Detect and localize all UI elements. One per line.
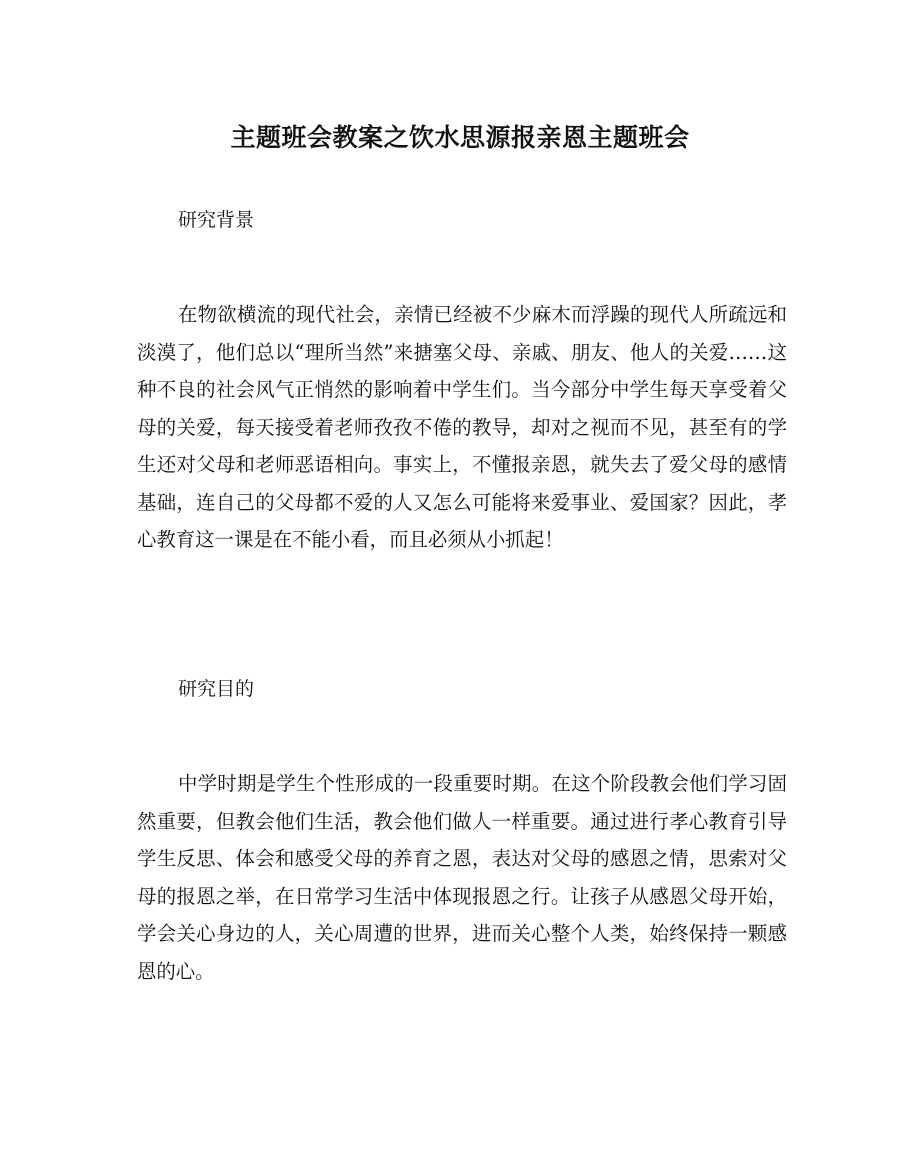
section-heading-purpose: 研究目的 <box>178 678 255 700</box>
section-heading-background: 研究背景 <box>178 209 255 231</box>
document-title: 主题班会教案之饮水思源报亲恩主题班会 <box>230 123 690 152</box>
section-paragraph-purpose: 中学时期是学生个性形成的一段重要时期。在这个阶段教会他们学习固然重要，但教会他们生活，教会他们做人一样重要。通过进行孝心教育引导学生反思、体会和感受父母的养育之恩，表达对父母的感恩之情，思索对父母的报恩之举，在日常学习生活中体现报恩之行。让孩子从感恩父母开始，学会关心身边的人，关心周遭的世界，进而关心整个人类，始终保持一颗感恩的心。 <box>137 772 787 983</box>
section-paragraph-background: 在物欲横流的现代社会，亲情已经被不少麻木而浮躁的现代人所疏远和淡漠了，他们总以“理所当然”来搪塞父母、亲戚、朋友、他人的关爱……这种不良的社会风气正悄然的影响着中学生们。当今部分中学生每天享受着父母的关爱，每天接受着老师孜孜不倦的教导，却对之视而不见，甚至有的学生还对父母和老师恶语相向。事实上，不懂报亲恩，就失去了爱父母的感情基础，连自己的父母都不爱的人又怎么可能将来爱事业、爱国家？因此，孝心教育这一课是在不能小看，而且必须从小抓起！ <box>137 303 787 551</box>
